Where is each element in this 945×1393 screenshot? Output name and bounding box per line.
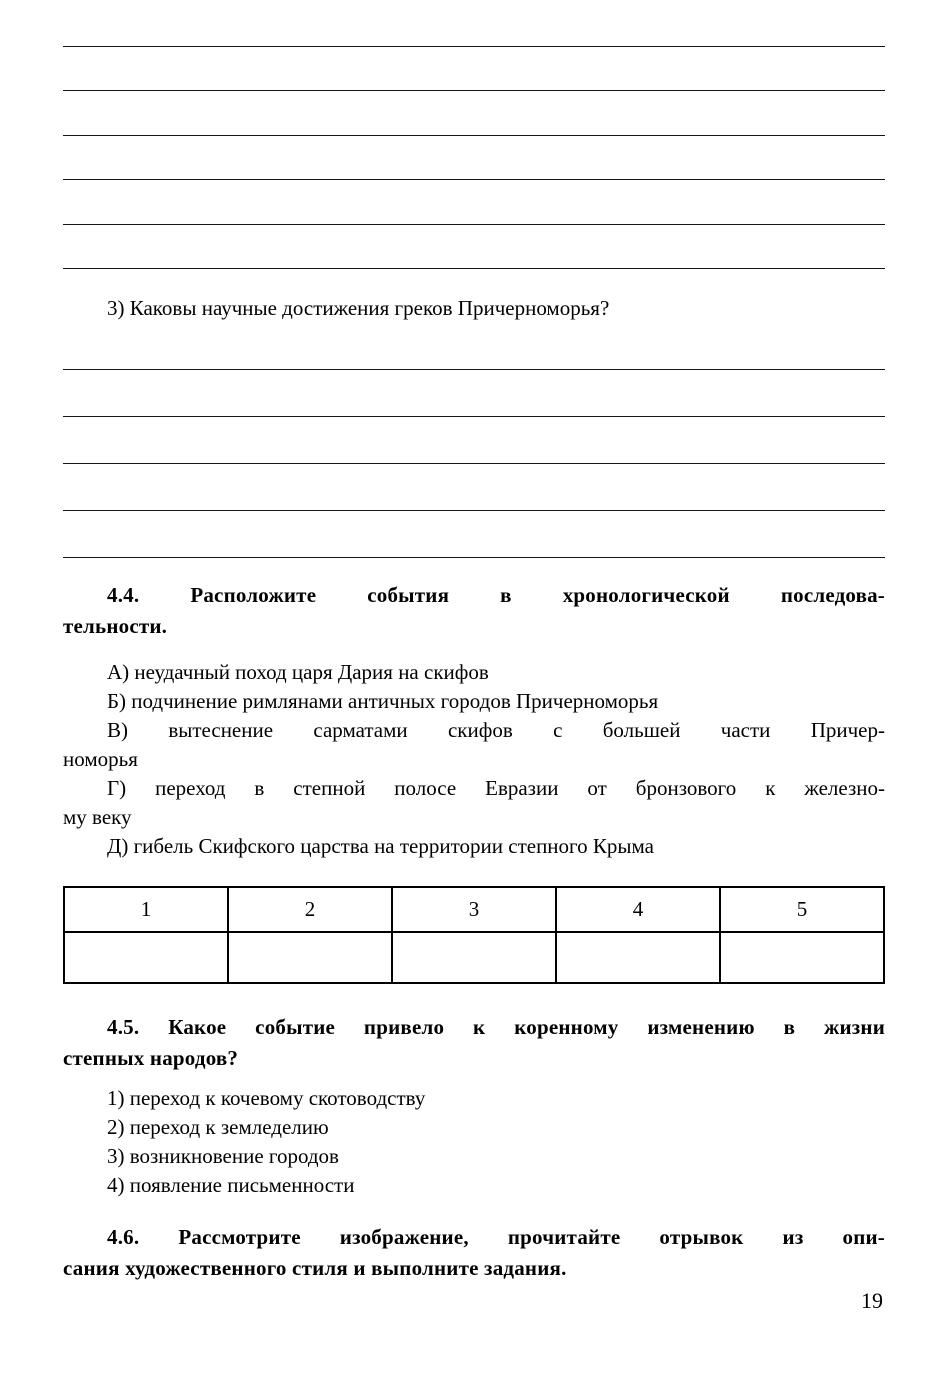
table-header-cell: 4 (556, 887, 720, 932)
option-a: А) неудачный поход царя Дария на скифов (107, 660, 489, 684)
section-4-5-heading-line-1: 4.5. Какое событие привело к коренному изменению в жизни (107, 1015, 885, 1039)
answer-line[interactable] (63, 225, 885, 270)
option-1: 1) переход к кочевому скотоводству (107, 1086, 426, 1110)
table-header-cell: 3 (392, 887, 556, 932)
table-header-cell: 5 (720, 887, 884, 932)
answer-line[interactable] (63, 323, 885, 370)
option-g-line-2: му веку (63, 805, 132, 829)
section-4-6-heading-line-1: 4.6. Рассмотрите изображение, прочитайте отрывок из опи- (107, 1225, 885, 1249)
answer-lines-top (63, 2, 885, 269)
answer-line[interactable] (63, 47, 885, 92)
table-header-cell: 2 (228, 887, 392, 932)
option-3: 3) возникновение городов (107, 1144, 339, 1168)
section-4-5-heading-line-2: степных народов? (63, 1046, 239, 1070)
option-4: 4) появление письменности (107, 1173, 355, 1197)
question-3: 3) Каковы научные достижения греков Причерноморья? (107, 296, 610, 320)
answer-line[interactable] (63, 370, 885, 417)
answer-line[interactable] (63, 136, 885, 181)
section-4-4-heading-line-1: 4.4. Расположите события в хронологической последова- (107, 583, 885, 607)
option-v-line-1: В) вытеснение сарматами скифов с большей части Причер- (107, 718, 885, 742)
table-header-cell: 1 (64, 887, 228, 932)
section-4-6-heading-line-2: сания художественного стиля и выполните задания. (63, 1256, 567, 1280)
option-g-line-1: Г) переход в степной полосе Евразии от бронзового к железно- (107, 776, 885, 800)
section-4-4-heading (63, 580, 885, 642)
table-answer-row (64, 932, 884, 983)
option-2: 2) переход к земледелию (107, 1115, 329, 1139)
page-content (63, 0, 885, 1284)
page-number: 19 (861, 1288, 883, 1313)
answer-line[interactable] (63, 511, 885, 558)
section-4-6-heading (63, 1222, 885, 1284)
option-b: Б) подчинение римлянами античных городов Причерноморья (107, 689, 659, 713)
section-4-4-options (63, 658, 885, 861)
table-answer-cell[interactable] (720, 932, 884, 983)
answer-line[interactable] (63, 2, 885, 47)
answer-line[interactable] (63, 180, 885, 225)
section-4-5-options (63, 1084, 885, 1200)
answer-lines-question-3 (63, 323, 885, 558)
answer-line[interactable] (63, 417, 885, 464)
option-v-line-2: номорья (63, 747, 138, 771)
table-answer-cell[interactable] (392, 932, 556, 983)
table-answer-cell[interactable] (228, 932, 392, 983)
section-4-5-heading (63, 1012, 885, 1074)
answer-line[interactable] (63, 91, 885, 136)
table-answer-cell[interactable] (556, 932, 720, 983)
option-d: Д) гибель Скифского царства на территории степного Крыма (107, 834, 654, 858)
chronology-answer-table (63, 886, 885, 984)
table-answer-cell[interactable] (64, 932, 228, 983)
answer-line[interactable] (63, 464, 885, 511)
section-4-4-heading-line-2: тельности. (63, 614, 168, 638)
table-header-row (64, 887, 884, 932)
